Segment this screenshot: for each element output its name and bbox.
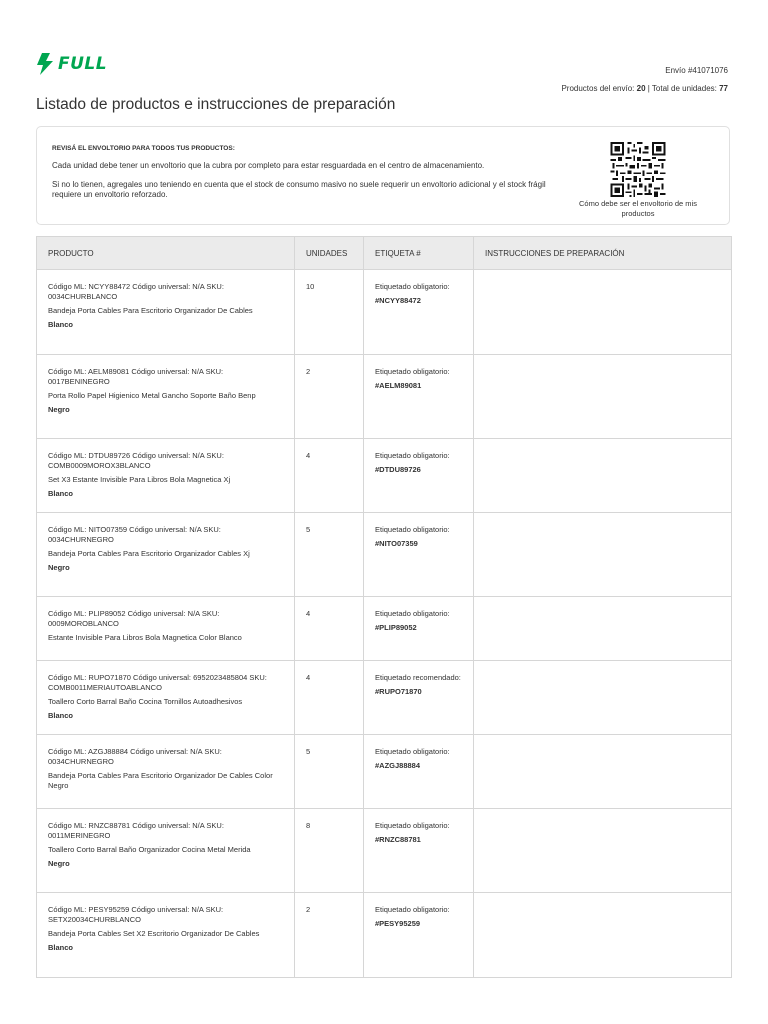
products-label: Productos del envío: bbox=[561, 84, 635, 93]
label-cell bbox=[364, 597, 474, 661]
qr-caption: Cómo debe ser el envoltorio de mis productos bbox=[579, 199, 697, 218]
label-code: #RNZC88781 bbox=[375, 835, 421, 844]
label-cell bbox=[364, 439, 474, 513]
product-cell bbox=[37, 661, 295, 735]
products-table bbox=[36, 236, 732, 978]
lightning-bolt-icon bbox=[36, 53, 54, 75]
product-variant: Blanco bbox=[48, 943, 74, 952]
label-cell bbox=[364, 893, 474, 978]
label-code: #PLIP89052 bbox=[375, 623, 417, 632]
product-codes: Código ML: PLIP89052 Código universal: N/A SKU: 0009MOROBLANCO bbox=[48, 609, 220, 628]
units-total: 77 bbox=[719, 84, 728, 93]
header-producto: PRODUCTO bbox=[37, 237, 295, 270]
label-type: Etiquetado obligatorio: bbox=[375, 367, 450, 376]
table-row bbox=[37, 439, 732, 513]
product-codes: Código ML: RNZC88781 Código universal: N/A SKU: 0011MERINEGRO bbox=[48, 821, 224, 840]
label-type: Etiquetado recomendado: bbox=[375, 673, 461, 682]
label-type: Etiquetado obligatorio: bbox=[375, 609, 450, 618]
units-cell: 4 bbox=[295, 661, 364, 735]
label-cell bbox=[364, 355, 474, 439]
product-cell bbox=[37, 809, 295, 893]
table-row bbox=[37, 735, 732, 809]
label-code: #AELM89081 bbox=[375, 381, 422, 390]
label-code: #NCYY88472 bbox=[375, 296, 421, 305]
product-variant: Blanco bbox=[48, 711, 74, 720]
product-codes: Código ML: PESY95259 Código universal: N/A SKU: SETX20034CHURBLANCO bbox=[48, 905, 224, 924]
label-type: Etiquetado obligatorio: bbox=[375, 451, 450, 460]
table-row bbox=[37, 661, 732, 735]
product-title: Bandeja Porta Cables Para Escritorio Organizador Cables Xj bbox=[48, 549, 250, 558]
instructions-cell bbox=[474, 893, 732, 978]
instructions-cell bbox=[474, 270, 732, 355]
brand-name: FULL bbox=[58, 54, 108, 74]
table-row bbox=[37, 355, 732, 439]
table-row bbox=[37, 597, 732, 661]
label-code: #PESY95259 bbox=[375, 919, 421, 928]
product-cell bbox=[37, 597, 295, 661]
product-codes: Código ML: NITO07359 Código universal: N/A SKU: 0034CHURNEGRO bbox=[48, 525, 221, 544]
product-variant: Negro bbox=[48, 405, 70, 414]
page-title: Listado de productos e instrucciones de preparación bbox=[36, 96, 396, 113]
product-title: Set X3 Estante Invisible Para Libros Bola Magnetica Xj bbox=[48, 475, 231, 484]
product-variant: Negro bbox=[48, 563, 70, 572]
units-label: Total de unidades: bbox=[651, 84, 717, 93]
units-cell: 10 bbox=[295, 270, 364, 355]
product-title: Bandeja Porta Cables Para Escritorio Organizador De Cables Color Negro bbox=[48, 771, 273, 790]
product-cell bbox=[37, 513, 295, 597]
label-code: #DTDU89726 bbox=[375, 465, 421, 474]
label-cell bbox=[364, 809, 474, 893]
label-type: Etiquetado obligatorio: bbox=[375, 747, 450, 756]
product-codes: Código ML: AZGJ88884 Código universal: N/A SKU: 0034CHURNEGRO bbox=[48, 747, 222, 766]
table-row bbox=[37, 270, 732, 355]
shipment-totals bbox=[561, 80, 728, 98]
shipment-info bbox=[561, 62, 728, 98]
units-cell: 8 bbox=[295, 809, 364, 893]
product-title: Estante Invisible Para Libros Bola Magnetica Color Blanco bbox=[48, 633, 242, 642]
shipment-id: Envío #41071076 bbox=[665, 66, 728, 75]
instructions-cell bbox=[474, 735, 732, 809]
instructions-cell bbox=[474, 597, 732, 661]
label-type: Etiquetado obligatorio: bbox=[375, 905, 450, 914]
units-cell: 5 bbox=[295, 513, 364, 597]
table-row bbox=[37, 809, 732, 893]
product-cell bbox=[37, 893, 295, 978]
units-cell: 4 bbox=[295, 597, 364, 661]
product-title: Porta Rollo Papel Higienico Metal Gancho Soporte Baño Benp bbox=[48, 391, 256, 400]
product-title: Bandeja Porta Cables Para Escritorio Organizador De Cables bbox=[48, 306, 253, 315]
label-cell bbox=[364, 661, 474, 735]
label-code: #NITO07359 bbox=[375, 539, 418, 548]
qr-code-icon[interactable] bbox=[609, 142, 667, 197]
instructions-cell bbox=[474, 661, 732, 735]
label-cell bbox=[364, 735, 474, 809]
units-cell: 2 bbox=[295, 355, 364, 439]
label-type: Etiquetado obligatorio: bbox=[375, 821, 450, 830]
units-cell: 2 bbox=[295, 893, 364, 978]
product-cell bbox=[37, 270, 295, 355]
instructions-cell bbox=[474, 809, 732, 893]
product-variant: Blanco bbox=[48, 320, 74, 329]
product-codes: Código ML: RUPO71870 Código universal: 6952023485804 SKU: COMB0011MERIAUTOABLANCO bbox=[48, 673, 267, 692]
label-type: Etiquetado obligatorio: bbox=[375, 282, 450, 291]
label-cell bbox=[364, 270, 474, 355]
units-cell: 4 bbox=[295, 439, 364, 513]
product-variant: Negro bbox=[48, 859, 70, 868]
instructions-cell bbox=[474, 355, 732, 439]
product-cell bbox=[37, 439, 295, 513]
wrapping-notice bbox=[36, 126, 730, 225]
instructions-cell bbox=[474, 439, 732, 513]
products-count: 20 bbox=[636, 84, 646, 93]
notice-heading: REVISÁ EL ENVOLTORIO PARA TODOS TUS PRODUCTOS: bbox=[52, 145, 235, 152]
units-cell: 5 bbox=[295, 735, 364, 809]
label-cell bbox=[364, 513, 474, 597]
product-cell bbox=[37, 355, 295, 439]
notice-paragraph-2: Si no lo tienen, agregales uno teniendo en cuenta que el stock de consumo masivo no suele requerir un envoltorio adicional y el stock frágil requiere un envoltorio reforzado. bbox=[52, 180, 546, 199]
table-row bbox=[37, 513, 732, 597]
product-variant: Blanco bbox=[48, 489, 74, 498]
product-title: Toallero Corto Barral Baño Cocina Tornillos Autoadhesivos bbox=[48, 697, 243, 706]
table-header-row bbox=[37, 237, 732, 270]
product-title: Bandeja Porta Cables Set X2 Escritorio Organizador De Cables bbox=[48, 929, 260, 938]
product-codes: Código ML: AELM89081 Código universal: N/A SKU: 0017BENINEGRO bbox=[48, 367, 224, 386]
header-instrucciones: INSTRUCCIONES DE PREPARACIÓN bbox=[474, 237, 732, 270]
table-row bbox=[37, 893, 732, 978]
label-code: #RUPO71870 bbox=[375, 687, 422, 696]
header-unidades: UNIDADES bbox=[295, 237, 364, 270]
label-type: Etiquetado obligatorio: bbox=[375, 525, 450, 534]
product-codes: Código ML: NCYY88472 Código universal: N/A SKU: 0034CHURBLANCO bbox=[48, 282, 224, 301]
product-cell bbox=[37, 735, 295, 809]
totals-separator: | bbox=[647, 84, 650, 93]
label-code: #AZGJ88884 bbox=[375, 761, 421, 770]
product-title: Toallero Corto Barral Baño Organizador Cocina Metal Merida bbox=[48, 845, 251, 854]
product-codes: Código ML: DTDU89726 Código universal: N/A SKU: COMB0009MOROX3BLANCO bbox=[48, 451, 224, 470]
brand-logo bbox=[36, 53, 107, 75]
instructions-cell bbox=[474, 513, 732, 597]
header-etiqueta: ETIQUETA # bbox=[364, 237, 474, 270]
notice-paragraph-1: Cada unidad debe tener un envoltorio que la cubra por completo para estar resguardada en el centro de almacenamiento. bbox=[52, 161, 485, 170]
